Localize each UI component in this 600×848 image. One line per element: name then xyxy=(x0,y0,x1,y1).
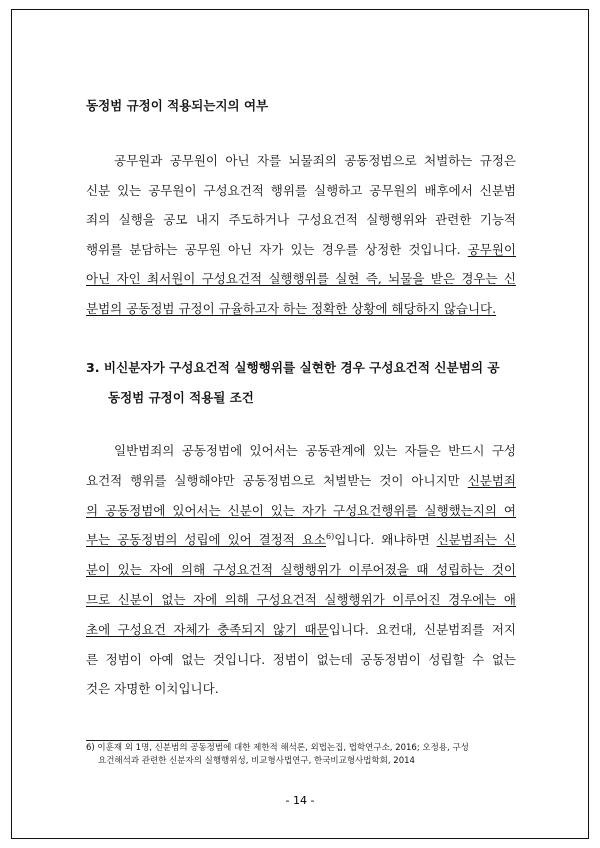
page-number: - 14 - xyxy=(285,794,315,807)
underlined-text: 분이 있는 자에 의해 구성요건적 실행행위가 이루어졌을 때 성립하는 것이 xyxy=(86,562,516,578)
text-line xyxy=(86,301,516,317)
underlined-text: 아닌 자인 최서원이 구성요건적 실행행위를 실현 즉, 뇌물을 받은 경우는 신 xyxy=(86,271,516,286)
section-3-title-line-1: 3. 비신분자가 구성요건적 실행행위를 실현한 경우 구성요건적 신분범의 공 xyxy=(86,360,500,375)
text-line xyxy=(86,183,516,199)
section-heading: 동정범 규정이 적용되는지의 여부 xyxy=(86,98,269,113)
text-line xyxy=(86,473,516,489)
text-span: 공무원과 공무원이 아닌 자를 뇌물죄의 공동정범으로 처벌하는 규정은 xyxy=(114,153,516,168)
text-line xyxy=(86,562,516,578)
text-line xyxy=(86,242,516,258)
text-line xyxy=(86,622,516,638)
underlined-text: 초에 구성요건 자체가 충족되지 않기 때문 xyxy=(86,621,329,637)
footnote-divider xyxy=(86,740,228,741)
text-line xyxy=(86,681,516,697)
underlined-text: 공무원이 xyxy=(467,241,516,257)
text-line xyxy=(86,592,516,608)
text-span: 입니다. 요컨대, 신분범죄를 저지 xyxy=(328,621,516,637)
text-line xyxy=(86,503,516,519)
text-span: 요건적 행위를 실행해야만 공동정범으로 처벌받는 것이 아니지만 xyxy=(86,472,468,488)
underlined-text: 므로 신분이 없는 자에 의해 구성요건적 실행행위가 이루어진 경우에는 애 xyxy=(86,592,516,607)
underlined-text: 분범의 공동정범 규정이 규율하고자 하는 정확한 상황에 해당하지 않습니다. xyxy=(86,300,497,316)
text-line xyxy=(86,652,516,668)
text-span: 죄의 실행을 공모 내지 주도하거나 구성요건적 실행행위와 관련한 기능적 xyxy=(86,212,516,227)
section-3-title-line-2: 동정범 규정이 적용될 조건 xyxy=(108,390,254,405)
underlined-text: 의 공동정범에 있어서는 신분이 있는 자가 구성요건행위를 실행했는지의 여 xyxy=(86,502,516,518)
text-line xyxy=(86,532,516,548)
text-line xyxy=(86,212,516,228)
text-span: 행위를 분담하는 공무원 아닌 자가 있는 경우를 상정한 것입니다. xyxy=(86,241,468,257)
footnote-line-2: 요건해석과 관련한 신분자의 실행행위성, 비교형사법연구, 한국비교형사법학회, 2014 xyxy=(98,756,415,766)
text-line xyxy=(86,271,516,287)
footnote-line-1: 6) 이훈재 외 1명, 신분범의 공동정범에 대한 제한적 해석론, 외법논집, 법학연구소, 2016; 오정용, 구성 xyxy=(86,743,469,753)
text-span: 신분 있는 공무원이 구성요건적 행위를 실행하고 공무원의 배후에서 신분범 xyxy=(86,182,516,198)
footnote-ref: 6) xyxy=(325,532,335,542)
page-border xyxy=(11,9,589,839)
underlined-text: 부는 공동정범의 성립에 있어 결정적 요소 xyxy=(86,532,326,548)
text-line xyxy=(86,443,516,459)
text-span: 것은 자명한 이치입니다. xyxy=(86,681,219,697)
text-line xyxy=(86,153,516,169)
text-span: 일반범죄의 공동정범에 있어서는 공동관계에 있는 자들은 반드시 구성 xyxy=(114,443,516,458)
text-span: 입니다. 왜냐하면 xyxy=(334,532,437,548)
underlined-text: 신분범죄는 신 xyxy=(436,532,516,548)
underlined-text: 신분범죄 xyxy=(467,472,516,488)
text-span: 른 정범이 아예 없는 것입니다. 정범이 없는데 공동정범이 성립할 수 없는 xyxy=(86,651,516,667)
